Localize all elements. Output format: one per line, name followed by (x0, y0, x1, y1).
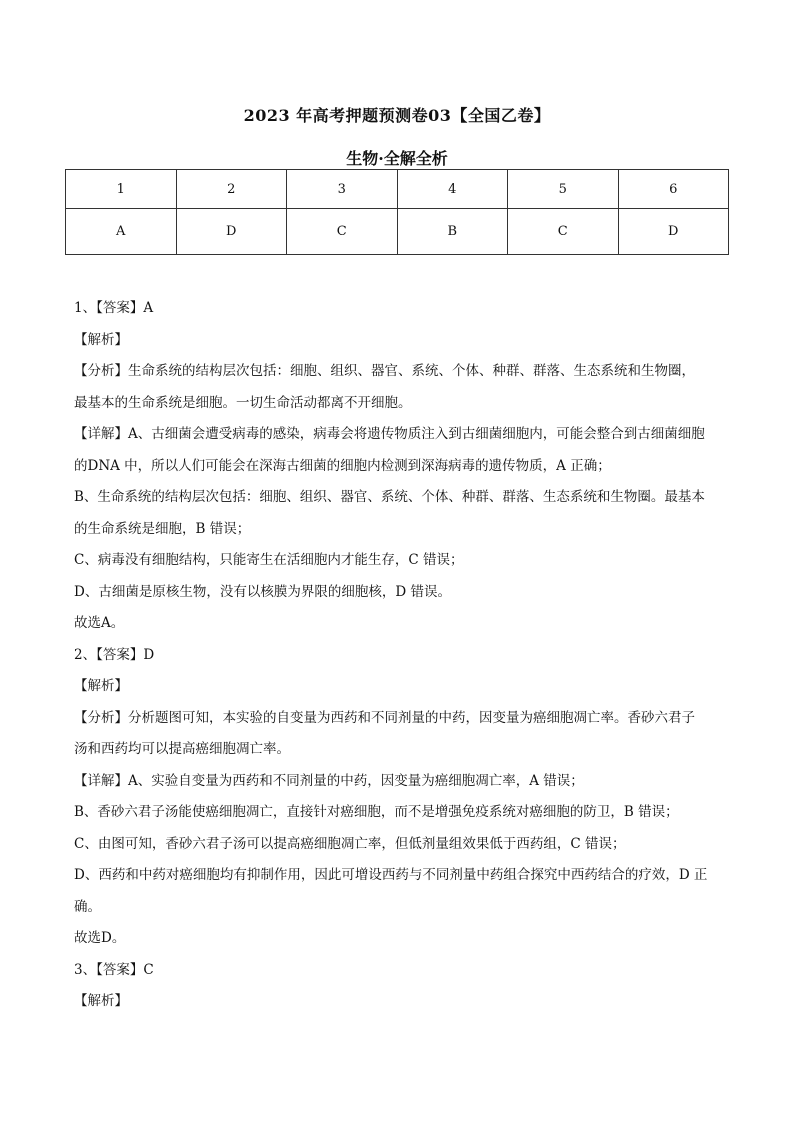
text-line: 2、【答案】D (74, 646, 155, 663)
text-line: 【详解】A、实验自变量为西药和不同剂量的中药，因变量为癌细胞凋亡率，A 错误； (74, 772, 584, 789)
text-line: 【分析】分析题图可知，本实验的自变量为西药和不同剂量的中药，因变量为癌细胞凋亡率。香砂六君子 (74, 709, 695, 726)
text-line: D、西药和中药对癌细胞均有抑制作用，因此可增设西药与不同剂量中药组合探究中西药结合的疗效，D 正 (74, 867, 708, 883)
question-number-cell: 6 (618, 170, 729, 209)
answer-cell: B (397, 209, 508, 255)
text-line: 确。 (74, 898, 101, 915)
answer-cell: A (66, 209, 177, 255)
text-line: 的DNA 中，所以人们可能会在深海古细菌的细胞内检测到深海病毒的遗传物质，A 正确； (74, 457, 611, 474)
answer-cell: C (287, 209, 398, 255)
text-line: 【解析】 (74, 993, 128, 1009)
question-number-cell: 5 (508, 170, 619, 209)
text-line: D、古细菌是原核生物，没有以核膜为界限的细胞核，D 错误。 (74, 583, 451, 600)
answer-cell: D (618, 209, 729, 255)
explanation-body (74, 293, 724, 1018)
text-line: 汤和西药均可以提高癌细胞凋亡率。 (74, 741, 290, 757)
answer-cell: C (508, 209, 619, 255)
text-line: 1、【答案】A (74, 300, 154, 316)
text-line: 故选D。 (74, 930, 126, 946)
text-line: B、香砂六君子汤能使癌细胞凋亡，直接针对癌细胞，而不是增强免疫系统对癌细胞的防卫，B 错误； (74, 804, 679, 820)
answer-table-answer-row (66, 209, 729, 255)
text-line: 【解析】 (74, 331, 128, 348)
page-title: 2023 年高考押题预测卷03【全国乙卷】 (243, 106, 551, 125)
text-line: 【分析】生命系统的结构层次包括：细胞、组织、器官、系统、个体、种群、群落、生态系统和生物圈， (74, 363, 695, 379)
text-line: C、由图可知，香砂六君子汤可以提高癌细胞凋亡率，但低剂量组效果低于西药组，C 错误； (74, 835, 626, 852)
answer-cell: D (176, 209, 287, 255)
question-number-cell: 3 (287, 170, 398, 209)
question-number-cell: 2 (176, 170, 287, 209)
text-line: 最基本的生命系统是细胞。一切生命活动都离不开细胞。 (74, 394, 412, 411)
text-line: 故选A。 (74, 615, 125, 631)
text-line: 【解析】 (74, 678, 128, 694)
text-line: 3、【答案】C (74, 961, 154, 978)
page-subtitle: 生物·全解全析 (346, 149, 448, 168)
text-line: C、病毒没有细胞结构，只能寄生在活细胞内才能生存，C 错误； (74, 552, 464, 568)
answer-table (65, 169, 729, 255)
question-number-cell: 1 (66, 170, 177, 209)
question-number-cell: 4 (397, 170, 508, 209)
text-line: B、生命系统的结构层次包括：细胞、组织、器官、系统、个体、种群、群落、生态系统和生物圈。最基本 (74, 489, 705, 505)
answer-table-number-row (66, 170, 729, 209)
text-line: 【详解】A、古细菌会遭受病毒的感染，病毒会将遗传物质注入到古细菌细胞内，可能会整合到古细菌细胞 (74, 426, 705, 442)
text-line: 的生命系统是细胞，B 错误； (74, 520, 251, 537)
